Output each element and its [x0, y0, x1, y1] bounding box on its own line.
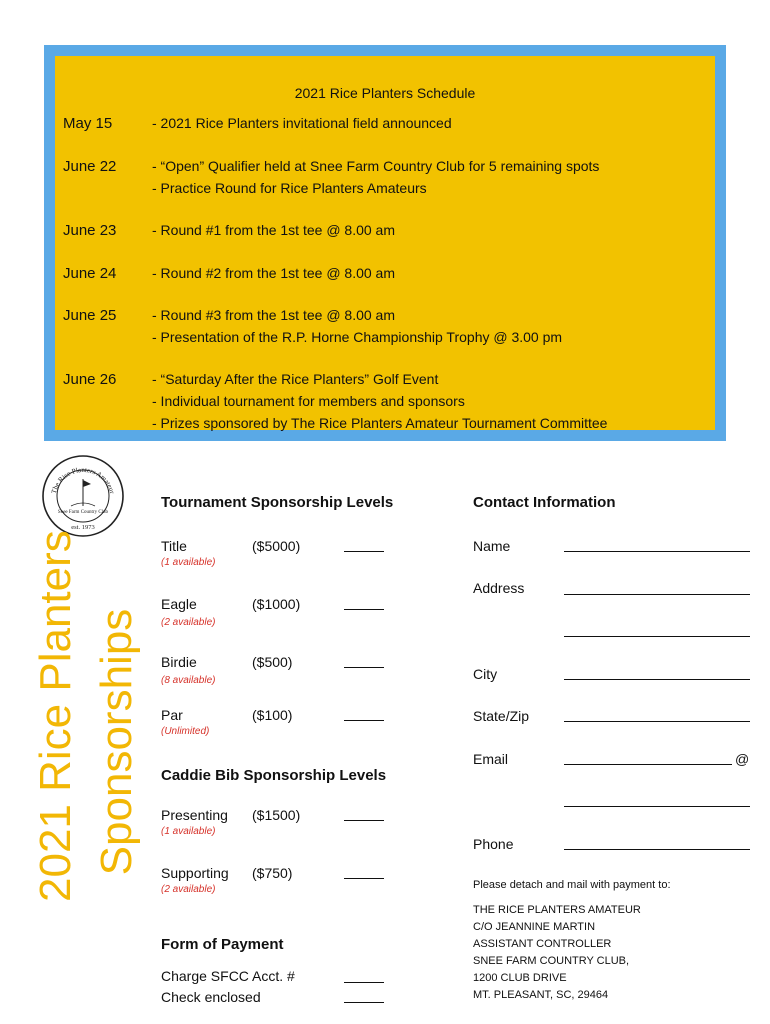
state-zip-label: State/Zip	[473, 708, 530, 724]
schedule-item: - 2021 Rice Planters invitational field announced	[152, 115, 452, 131]
mailing-address-line: SNEE FARM COUNTRY CLUB,	[473, 955, 630, 967]
mailing-note: Please detach and mail with payment to:	[473, 879, 671, 891]
city-field[interactable]	[564, 679, 750, 680]
schedule-item: - Practice Round for Rice Planters Amateurs	[152, 180, 427, 196]
schedule-box	[44, 45, 726, 441]
level-name: Par	[161, 707, 183, 723]
city-label: City	[473, 666, 498, 682]
name-field[interactable]	[564, 551, 750, 552]
payment-blank[interactable]	[344, 1002, 384, 1003]
schedule-date: June 22	[63, 158, 117, 175]
payment-heading: Form of Payment	[161, 936, 284, 953]
address-field[interactable]	[564, 594, 750, 595]
level-name: Presenting	[161, 807, 228, 823]
level-blank[interactable]	[344, 878, 384, 879]
phone-label: Phone	[473, 836, 514, 852]
address-label: Address	[473, 580, 525, 596]
level-amount: ($100)	[252, 707, 293, 723]
tournament-heading: Tournament Sponsorship Levels	[161, 494, 394, 511]
level-availability: (2 available)	[161, 617, 216, 628]
schedule-title: 2021 Rice Planters Schedule	[294, 85, 476, 101]
level-availability: (1 available)	[161, 557, 216, 568]
mailing-address-line: ASSISTANT CONTROLLER	[473, 938, 612, 950]
mailing-address-line: MT. PLEASANT, SC, 29464	[473, 989, 609, 1001]
mailing-address-line: C/O JEANNINE MARTIN	[473, 921, 596, 933]
payment-option: Check enclosed	[161, 989, 261, 1005]
schedule-date: June 24	[63, 265, 117, 282]
logo-est: est. 1973	[71, 524, 95, 531]
logo-inner-text: Snee Farm Country Club	[57, 510, 109, 515]
level-availability: (Unlimited)	[161, 726, 210, 737]
email-field[interactable]	[564, 764, 732, 765]
schedule-item: - Round #2 from the 1st tee @ 8.00 am	[152, 265, 396, 281]
level-amount: ($1000)	[252, 596, 301, 612]
email-label: Email	[473, 751, 509, 767]
level-availability: (1 available)	[161, 826, 216, 837]
level-blank[interactable]	[344, 609, 384, 610]
side-title-line1: 2021 Rice Planters	[31, 530, 80, 902]
schedule-date: May 15	[63, 115, 113, 132]
level-amount: ($750)	[252, 865, 293, 881]
schedule-item: - Presentation of the R.P. Horne Championship Trophy @ 3.00 pm	[152, 329, 563, 345]
side-title-line2: Sponsorships	[92, 608, 141, 876]
schedule-item: - Individual tournament for members and sponsors	[152, 393, 465, 409]
schedule-item: - Prizes sponsored by The Rice Planters Amateur Tournament Committee	[152, 415, 608, 431]
schedule-date: June 26	[63, 371, 117, 388]
caddie-heading: Caddie Bib Sponsorship Levels	[161, 767, 387, 784]
email-field-line2[interactable]	[564, 806, 750, 807]
level-name: Birdie	[161, 654, 197, 670]
payment-option: Charge SFCC Acct. #	[161, 968, 295, 984]
contact-heading: Contact Information	[473, 494, 616, 511]
address-field-line2[interactable]	[564, 636, 750, 637]
level-blank[interactable]	[344, 667, 384, 668]
schedule-date: June 25	[63, 307, 117, 324]
schedule-item: - “Open” Qualifier held at Snee Farm Country Club for 5 remaining spots	[152, 158, 600, 174]
level-name: Eagle	[161, 596, 197, 612]
schedule-date: June 23	[63, 222, 117, 239]
state-zip-field[interactable]	[564, 721, 750, 722]
level-blank[interactable]	[344, 551, 384, 552]
name-label: Name	[473, 538, 511, 554]
email-at-sign: @	[735, 751, 750, 767]
level-blank[interactable]	[344, 720, 384, 721]
level-availability: (2 available)	[161, 884, 216, 895]
level-amount: ($5000)	[252, 538, 301, 554]
club-logo	[41, 454, 125, 538]
level-availability: (8 available)	[161, 675, 216, 686]
level-blank[interactable]	[344, 820, 384, 821]
schedule-item: - Round #1 from the 1st tee @ 8.00 am	[152, 222, 396, 238]
schedule-item: - “Saturday After the Rice Planters” Golf Event	[152, 371, 439, 387]
schedule-item: - Round #3 from the 1st tee @ 8.00 am	[152, 307, 396, 323]
logo-ring-text: The Rice Planters Amateur	[49, 465, 117, 495]
level-amount: ($1500)	[252, 807, 301, 823]
level-name: Title	[161, 538, 187, 554]
payment-blank[interactable]	[344, 982, 384, 983]
mailing-address-line: 1200 CLUB DRIVE	[473, 972, 567, 984]
level-amount: ($500)	[252, 654, 293, 670]
phone-field[interactable]	[564, 849, 750, 850]
level-name: Supporting	[161, 865, 229, 881]
mailing-address-line: THE RICE PLANTERS AMATEUR	[473, 904, 641, 916]
